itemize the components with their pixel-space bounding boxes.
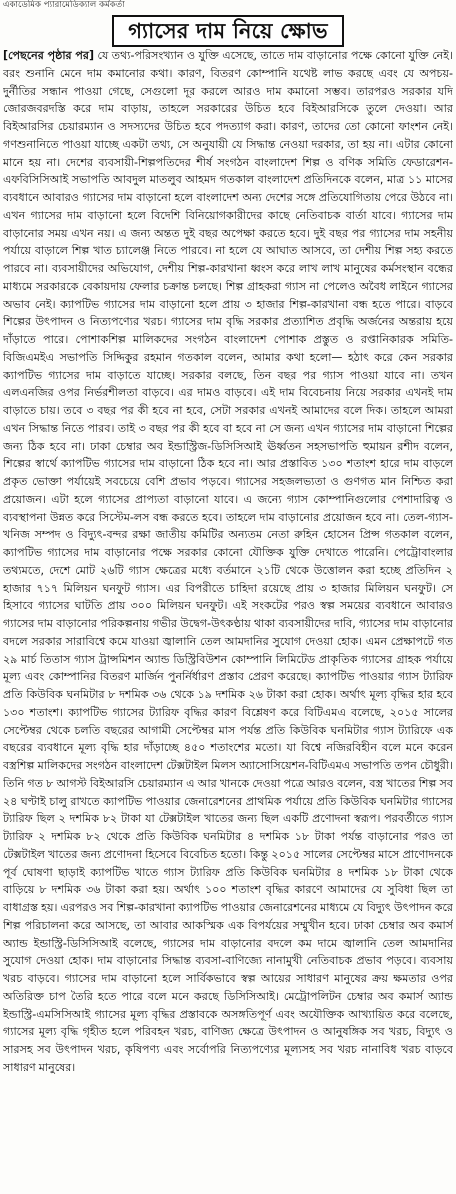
article-body	[3, 47, 453, 1193]
top-cut-line: একাডেমিক প্যারামেডিক্যাল কর্মকর্তা	[3, 0, 125, 10]
continuation-label: [পেছনের পৃষ্ঠার পর]	[3, 49, 95, 62]
headline-container	[3, 15, 453, 45]
article-body-text: যে তথ্য-পরিসংখ্যান ও যুক্তি এসেছে, তাতে দাম বাড়ানোর পক্ষে কোনো যুক্তি নেই। বরং শুনানি মেনে দাম কমানোর কথা। কারণ, বিতরণ কোম্পানি যথেষ্ট লাভ করছে এবং যে অপচয়-দুর্নীতির সন্ধান পাওয়া গেছে, সেগুলো দূর করলে আরও দাম কমানো সম্ভব। তারপরও সরকার যদি জোরজবরদস্তি করে দাম বাড়ায়, তাহলে সরকারের উচিত হবে বিইআরসিকে তুলে দেওয়া। আর বিইআরসির চেয়ারম্যান ও সদস্যদের উচিত হবে পদত্যাগ করা। কারণ, তাদের তো কোনো ফাংশন নেই। গণশুনানিতে পাওয়া যাচ্ছে একটা তথ্য, সে অনুযায়ী যে সিদ্ধান্ত নেওয়া দরকার, তা হয় না। এটার কোনো মানে হয় না। দেশের ব্যবসায়ী-শিল্পপতিদের শীর্ষ সংগঠন বাংলাদেশ শিল্প ও বণিক সমিতি ফেডারেশন-এফবিসিসিআই সভাপতি আবদুল মাতলুব আহমদ গতকাল বাংলাদেশ প্রতিদিনকে বলেন, মাত্র ১১ মাসের ব্যবধানে আবারও গ্যাসের দাম বাড়ানো হলে বাংলাদেশ অন্য দেশের সঙ্গে প্রতিযোগিতায় পেরে উঠবে না। এখন গ্যাসের দাম বাড়ানো হলে বিদেশি বিনিয়োগকারীদের কাছে নেতিবাচক বার্তা যাবে। গ্যাসের দাম বাড়ানোর সময় এখন নয়। এ জন্য অন্তত দুই বছর অপেক্ষা করতে হবে। দুই বছর পর গ্যাসের দাম সহনীয় পর্যায়ে বাড়ালে শিল্প খাত চ্যালেঞ্জ নিতে পারবে। না হলে যে আঘাত আসবে, তা দেশীয় শিল্প সহ্য করতে পারবে না। ব্যবসায়ীদের অভিযোগ, দেশীয় শিল্প-কারখানা ধ্বংস করে লাখ লাখ মানুষের কর্মসংস্থান বন্ধের মাধ্যমে সরকারকে বেকায়দায় ফেলার চক্রান্ত চলছে। শিল্প গ্রাহকরা গ্যাস না পেলেও অবৈধ লাইনে গ্যাসের অভাব নেই। ক্যাপটিভ গ্যাসের দাম বাড়ানো হলে প্রায় ৩ হাজার শিল্প-কারখানা বন্ধ হতে পারে। বাড়বে শিল্পের উৎপাদন ও নিত্যপণ্যের খরচ। গ্যাসের দাম বৃদ্ধি সরকার প্রত্যাশিত প্রবৃদ্ধি অর্জনের অন্তরায় হয়ে দাঁড়াতে পারে। পোশাকশিল্প মালিকদের সংগঠন বাংলাদেশ পোশাক প্রস্তুত ও রপ্তানিকারক সমিতি-বিজিএমইএ সভাপতি সিদ্দিকুর রহমান গতকাল বলেন, আমার কথা হলো— হঠাৎ করে কেন সরকার ক্যাপটিভ গ্যাসের দাম বাড়াতে যাচ্ছে। সরকার বলছে, তিন বছর পর গ্যাস পাওয়া যাবে না। তখন এলএনজির ওপর নির্ভরশীলতা বাড়বে। এর দামও বাড়বে। এই দাম বিবেচনায় নিয়ে সরকার এখনই দাম বাড়াতে চায়। তবে ৩ বছর পর কী হবে না হবে, সেটা সরকার এখনই আমাদের বলে দিক। তাহলে আমরা এখন সিদ্ধান্ত নিতে পারব। তাই ৩ বছর পর কী হবে বা হবে না সে জন্য এখন গ্যাসের দাম বাড়ানো শিল্পের জন্য ঠিক হবে না। ঢাকা চেম্বার অব ইন্ডাস্ট্রিজ-ডিসিসিআই ঊর্ধ্বতন সহসভাপতি হুমায়ন রশীদ বলেন, শিল্পের স্বার্থে ক্যাপটিভ গ্যাসের দাম বাড়ানো ঠিক হবে না। আর প্রস্তাবিত ১৩০ শতাংশ হারে দাম বাড়লে প্রকৃত ভোক্তা পর্যায়েই সবচেয়ে বেশি প্রভাব পড়বে। গ্যাসের সহজলভ্যতা ও গুণগত মান নিশ্চিত করা প্রয়োজন। এটা হলে গ্যাসের প্রাপ্যতা বাড়ানো যাবে। এ জন্যে গ্যাস কোম্পানিগুলোর পেশাদারিত্ব ও ব্যবস্থাপনা উন্নত করে সিস্টেম-লস বন্ধ করতে হবে। তাহলে দাম বাড়ানোর প্রয়োজন হবে না। তেল-গ্যাস-খনিজ সম্পদ ও বিদ্যুৎ-বন্দর রক্ষা জাতীয় কমিটির অন্যতম নেতা রুহিন হোসেন প্রিন্স গতকাল বলেন, ক্যাপটিভ গ্যাসের দাম বাড়ানোর পক্ষে সরকার কোনো যৌক্তিক যুক্তি দেখাতে পারেনি। পেট্রোবাংলার তথ্যমতে, দেশে মোট ২৬টি গ্যাস ক্ষেত্রের মধ্যে বর্তমানে ২১টি থেকে উত্তোলন করা হচ্ছে প্রতিদিন ২ হাজার ৭১৭ মিলিয়ন ঘনফুট গ্যাস। এর বিপরীতে চাহিদা রয়েছে প্রায় ৩ হাজার মিলিয়ন ঘনফুট। সে হিসাবে গ্যাসের ঘাটতি প্রায় ৩০০ মিলিয়ন ঘনফুট। এই সংকটের পরও স্বল্প সময়ের ব্যবধানে আবারও গ্যাসের দাম বাড়ানোর পরিকল্পনায় গভীর উদ্বেগ-উৎকণ্ঠায় থাকা ব্যবসায়ীদের দাবি, গ্যাসের দাম বাড়ানোর বদলে সরকার সারাবিশ্বে কমে যাওয়া জ্বালানি তেল আমদানির সুযোগ দেওয়া হোক। এমন প্রেক্ষাপটে গত ২৯ মার্চ তিতাস গ্যাস ট্রান্সমিশন অ্যান্ড ডিস্ট্রিবিউশন কোম্পানি লিমিটেড প্রাকৃতিক গ্যাসের গ্রাহক পর্যায়ে মূল্য এবং কোম্পানির বিতরণ মার্জিন পুনর্নির্ধারণ প্রস্তাব প্রেরণ করেছে। ক্যাপটিভ পাওয়ার গ্যাস ট্যারিফ প্রতি কিউবিক ঘনমিটার ৮ দশমিক ৩৬ থেকে ১৯ দশমিক ২৬ টাকা করা হোক। অর্থাৎ মূল্য বৃদ্ধির হার হবে ১৩০ শতাংশ। ক্যাপটিভ গ্যাসের ট্যারিফ বৃদ্ধির কারণ বিশ্লেষণ করে বিটিএমএ বলেছে, ২০১৫ সালের সেপ্টেম্বর থেকে চলতি বছরের আগামী সেপ্টেম্বর মাস পর্যন্ত প্রতি কিউবিক ঘনমিটার গ্যাস ট্যারিফে এক বছরের ব্যবধানে মূল্য বৃদ্ধি হার দাঁড়াচ্ছে ৪৫০ শতাংশের মতো। যা বিশ্বে নজিরবিহীন বলে মনে করেন বস্ত্রশিল্প মালিকদের সংগঠন বাংলাদেশ টেক্সটাইল মিলস অ্যাসোসিয়েশন-বিটিএমএ সভাপতি তপন চৌধুরী। তিনি গত ৮ আগস্ট বিইআরসি চেয়ারম্যান এ আর খানকে দেওয়া পত্রে আরও বলেন, বস্ত্র খাতের শিল্প সব ২৪ ঘণ্টাই চালু রাখতে ক্যাপটিভ পাওয়ার জেনারেশনের প্রাথমিক পর্যায়ে প্রতি কিউবিক ঘনমিটার গ্যাসের ট্যারিফ ছিল ২ দশমিক ৮২ টাকা যা টেক্সটাইল খাতের জন্য ছিল একটি প্রণোদনা স্বরূপ। পরবর্তীতে গ্যাস ট্যারিফ ২ দশমিক ৮২ থেকে প্রতি কিউবিক ঘনমিটার ৪ দশমিক ১৮ টাকা পর্যন্ত বাড়ানোর পরও তা টেক্সটাইল খাতের জন্য প্রণোদনা হিসেবে বিবেচিত হতো। কিন্তু ২০১৫ সালের সেপ্টেম্বর মাসে প্রাণোদনকে পূর্ব ঘোষণা ছাড়াই ক্যাপটিভ খাতে গ্যাস ট্যারিফ প্রতি কিউবিক ঘনমিটার ৪ দশমিক ১৮ টাকা থেকে বাড়িয়ে ৮ দশমিক ৩৬ টাকা করা হয়। অর্থাৎ ১০০ শতাংশ বৃদ্ধির কারণে আমাদের যে সুবিধা ছিল তা বাধাগ্রস্ত হয়। এরপরও সব শিল্প-কারখানা ক্যাপটিভ পাওয়ার জেনারেশনের মাধ্যমে যে বিদ্যুৎ উৎপাদন করে শিল্প পরিচালনা করে আসছে, তা আবার আকস্মিক এক বিপর্যয়ের সম্মুখীন হবে। ঢাকা চেম্বার অব কমার্স অ্যান্ড ইন্ডাস্ট্রি-ডিসিসিআই বলেছে, গ্যাসের দাম বাড়ানোর বদলে কম দামে জ্বালানি তেল আমদানির সুযোগ দেওয়া হোক। দাম বাড়ানোর সিদ্ধান্ত ব্যবসা-বাণিজ্যে নানামুখী নেতিবাচক প্রভাব পড়বে। ব্যবসায় খরচ বাড়বে। গ্যাসের দাম বাড়ানো হলে সার্বিকভাবে স্বল্প আয়ের সাধারণ মানুষের ক্রয় ক্ষমতার ওপর অতিরিক্ত চাপ তৈরি হতে পারে বলে মনে করছে ডিসিসিআই। মেট্রোপলিটন চেম্বার অব কমার্স অ্যান্ড ইন্ডাস্ট্রি-এমসিসিআই গ্যাসের মূল্য বৃদ্ধির প্রস্তাবকে অসঙ্গতিপূর্ণ এবং অযৌক্তিক আখ্যায়িত করে বলেছে, গ্যাসের মূল্য বৃদ্ধি গৃহীত হলে পরিবহন খরচ, বাণিজ্য ক্ষেত্রে উৎপাদন ও আনুষঙ্গিক সব খরচ, বিদ্যুৎ ও সারসহ সব উৎপাদন খরচ, কৃষিপণ্য এবং সর্বোপরি নিত্যপণ্যের মূল্যসহ সব খরচ নানাবিধ খরচ বাড়বে সাধারণ মানুষের।	[3, 49, 453, 1074]
headline: গ্যাসের দাম নিয়ে ক্ষোভ	[112, 15, 344, 47]
